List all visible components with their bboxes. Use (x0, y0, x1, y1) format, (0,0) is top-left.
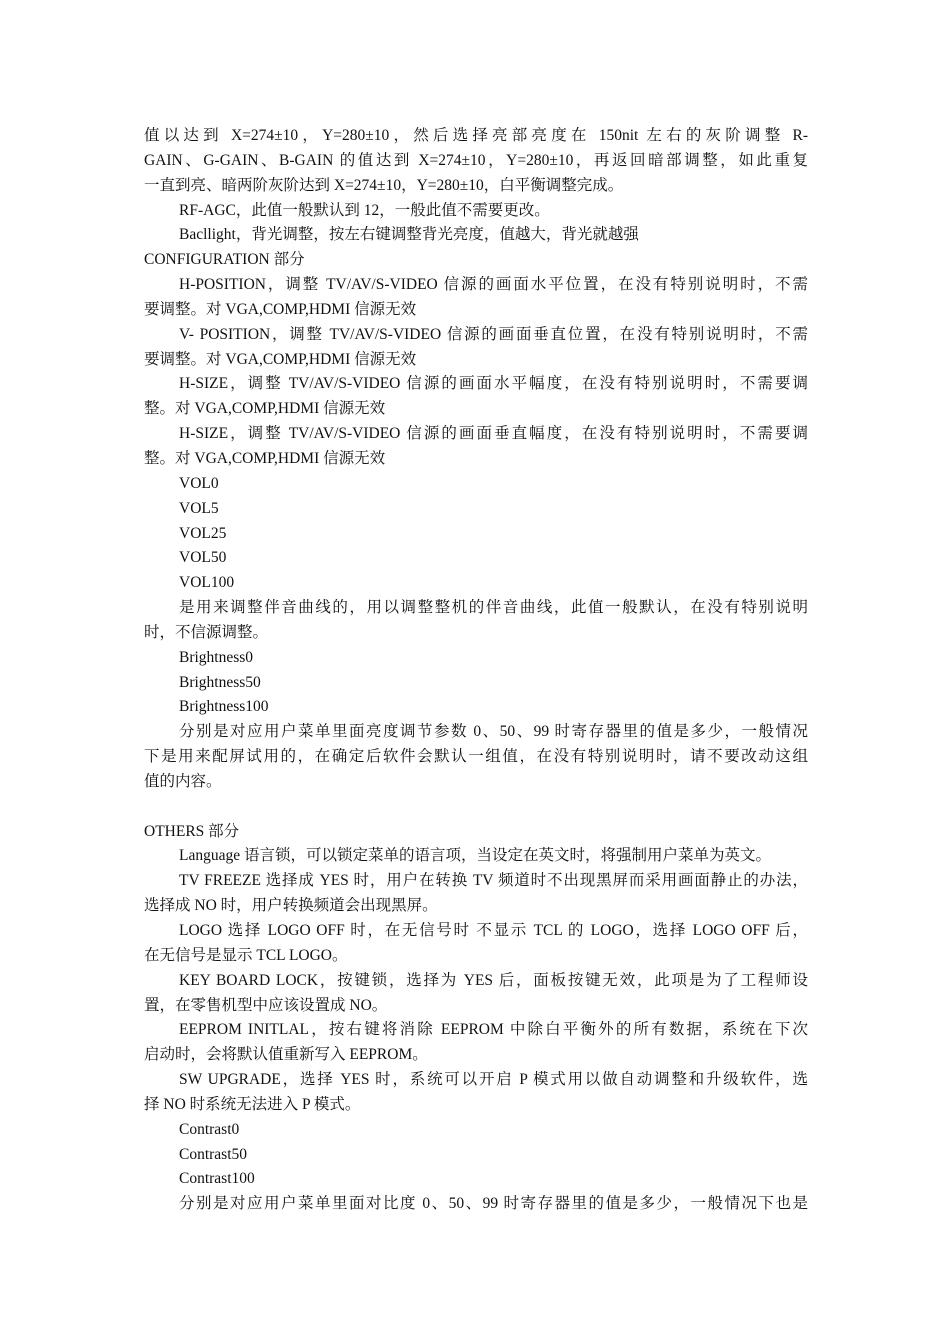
text-line: 是用来调整伴音曲线的，用以调整整机的伴音曲线，此值一般默认，在没有特别说明 (179, 599, 808, 617)
section-heading-others: OTHERS 部分 (144, 822, 240, 840)
text-line: H-SIZE，调整 TV/AV/S-VIDEO 信源的画面水平幅度，在没有特别说明时，不需要调 (179, 375, 808, 393)
text-line: 分别是对应用户菜单里面亮度调节参数 0、50、99 时寄存器里的值是多少，一般情况 (179, 723, 808, 741)
text-line: 在无信号是显示 TCL LOGO。 (144, 946, 348, 964)
text-line: H-SIZE，调整 TV/AV/S-VIDEO 信源的画面垂直幅度，在没有特别说明时，不需要调 (179, 425, 808, 443)
text-line: GAIN、G-GAIN、B-GAIN 的值达到 X=274±10，Y=280±10，再返回暗部调整，如此重复 (144, 151, 808, 169)
parameter-label: Brightness50 (179, 673, 261, 691)
text-line: 置，在零售机型中应该设置成 NO。 (144, 996, 388, 1014)
parameter-label: VOL5 (179, 499, 219, 517)
text-line: SW UPGRADE，选择 YES 时，系统可以开启 P 模式用以做自动调整和升级软件，选 (179, 1071, 808, 1089)
parameter-label: Contrast0 (179, 1120, 240, 1138)
text-line: 值的内容。 (144, 772, 222, 790)
text-line: V- POSITION，调整 TV/AV/S-VIDEO 信源的画面垂直位置，在没有特别说明时，不需 (179, 325, 808, 343)
text-line: 下是用来配屏试用的，在确定后软件会默认一组值，在没有特别说明时，请不要改动这组 (144, 748, 808, 766)
text-line: 要调整。对 VGA,COMP,HDMI 信源无效 (144, 300, 417, 318)
blank-line (144, 795, 808, 820)
text-line: H-POSITION，调整 TV/AV/S-VIDEO 信源的画面水平位置，在没有特别说明时，不需 (179, 276, 808, 294)
parameter-label: VOL100 (179, 574, 235, 592)
text-line: 分别是对应用户菜单里面对比度 0、50、99 时寄存器里的值是多少，一般情况下也是 (179, 1195, 808, 1213)
parameter-label: VOL25 (179, 524, 227, 542)
text-line: 时，不信源调整。 (144, 623, 269, 641)
section-heading-configuration: CONFIGURATION 部分 (144, 251, 305, 269)
text-line: 择 NO 时系统无法进入 P 模式。 (144, 1095, 361, 1113)
parameter-label: VOL50 (179, 549, 227, 567)
text-line: 一直到亮、暗两阶灰阶达到 X=274±10，Y=280±10，白平衡调整完成。 (144, 176, 624, 194)
text-line: Language 语言锁，可以锁定菜单的语言项，当设定在英文时，将强制用户菜单为英文。 (179, 847, 771, 865)
text-line: Bacllight，背光调整，按左右键调整背光亮度，值越大，背光就越强 (179, 226, 639, 244)
document-page (144, 124, 808, 1217)
parameter-label: Contrast50 (179, 1145, 248, 1163)
parameter-label: VOL0 (179, 474, 219, 492)
text-line: 选择成 NO 时，用户转换频道会出现黑屏。 (144, 897, 438, 915)
parameter-label: Brightness0 (179, 648, 254, 666)
text-line: 整。对 VGA,COMP,HDMI 信源无效 (144, 449, 386, 467)
text-line: EEPROM INITLAL，按右键将消除 EEPROM 中除白平衡外的所有数据，系统在下次 (179, 1021, 808, 1039)
text-line: 启动时，会将默认值重新写入 EEPROM。 (144, 1046, 428, 1064)
text-line: TV FREEZE 选择成 YES 时，用户在转换 TV 频道时不出现黑屏而采用画面静止的办法， (179, 872, 808, 890)
text-line: KEY BOARD LOCK，按键锁，选择为 YES 后，面板按键无效，此项是为了工程师设 (179, 971, 808, 989)
text-line: 整。对 VGA,COMP,HDMI 信源无效 (144, 400, 386, 418)
text-line: LOGO 选择 LOGO OFF 时，在无信号时 不显示 TCL 的 LOGO，选择 LOGO OFF 后， (179, 922, 808, 939)
parameter-label: Contrast100 (179, 1170, 255, 1188)
text-line: 要调整。对 VGA,COMP,HDMI 信源无效 (144, 350, 417, 368)
parameter-label: Brightness100 (179, 698, 269, 716)
text-line: RF-AGC，此值一般默认到 12，一般此值不需要更改。 (179, 201, 550, 219)
text-line: 值以达到 X=274±10，Y=280±10，然后选择亮部亮度在 150nit 左右的灰阶调整 R- (144, 127, 808, 144)
